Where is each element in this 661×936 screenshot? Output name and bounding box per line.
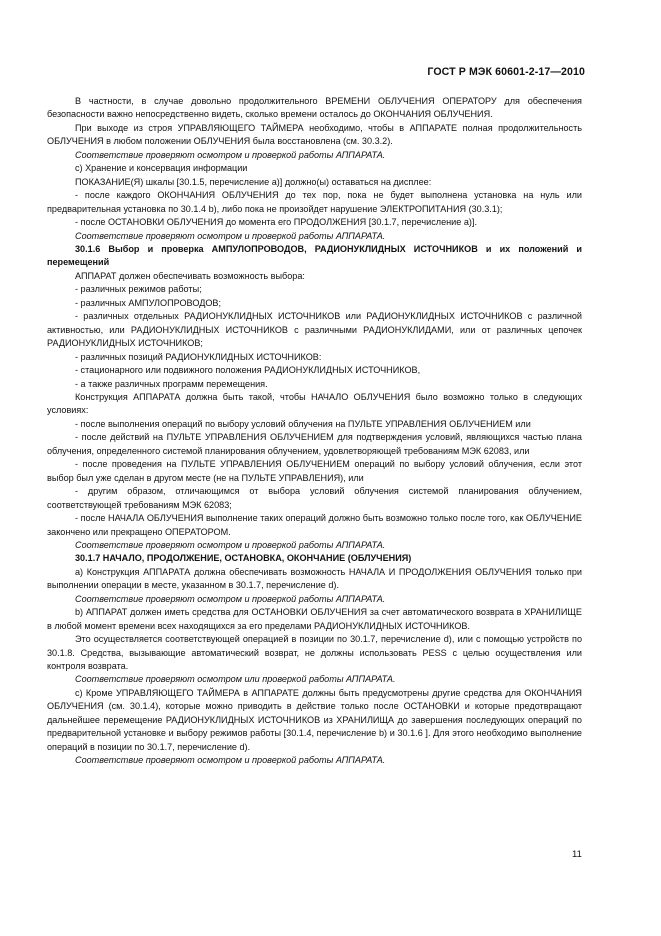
list-item: - различных АМПУЛОПРОВОДОВ; <box>75 297 222 308</box>
list-item: - после действий на ПУЛЬТЕ УПРАВЛЕНИЯ ОБЛУЧЕНИЕМ для подтверждения условий, являющихся частью плана облучения, определенного системой планирования облучением, удовлетворяющей требованиям МЭК 62083, или <box>47 432 582 456</box>
list-item: - после НАЧАЛА ОБЛУЧЕНИЯ выполнение таких операций должно быть возможно только после того, как ОБЛУЧЕНИЕ закончено или прекращено ОПЕРАТОРОМ. <box>47 513 582 537</box>
compliance-note: Соответствие проверяют осмотром и проверкой работы АППАРАТА. <box>75 149 386 160</box>
standard-header: ГОСТ Р МЭК 60601-2-17—2010 <box>427 66 585 78</box>
paragraph: При выходе из строя УПРАВЛЯЮЩЕГО ТАЙМЕРА необходимо, чтобы в АППАРАТЕ полная продолжительность ОБЛУЧЕНИЯ в любом положении ОБЛУЧЕНИЯ была восстановлена (см. 30.3.2). <box>47 122 582 147</box>
compliance-note: Соответствие проверяют осмотром и проверкой работы АППАРАТА. <box>75 755 386 766</box>
paragraph: Это осуществляется соответствующей операцией в позиции по 30.1.7, перечисление d), или с помощью устройств по 30.1.8. Средства, вызывающие автоматический возврат, не должны использовать PESS с целью осуществления или контроля возврата. <box>47 634 582 672</box>
paragraph: Конструкция АППАРАТА должна быть такой, чтобы НАЧАЛО ОБЛУЧЕНИЯ было возможно только в следующих условиях: <box>47 391 582 416</box>
paragraph: В частности, в случае довольно продолжительного ВРЕМЕНИ ОБЛУЧЕНИЯ ОПЕРАТОРУ для обеспечения безопасности важно непосредственно видеть, сколько времени осталось до ОКОНЧАНИЯ ОБЛУЧЕНИЯ. <box>47 96 582 120</box>
paragraph: ПОКАЗАНИЕ(Я) шкалы [30.1.5, перечисление a)] должно(ы) оставаться на дисплее: <box>75 176 432 187</box>
document-body <box>47 95 582 768</box>
paragraph: АППАРАТ должен обеспечивать возможность выбора: <box>75 270 305 281</box>
compliance-note: Соответствие проверяют осмотром или проверкой работы АППАРАТА. <box>75 674 396 685</box>
compliance-note: Соответствие проверяют осмотром и проверкой работы АППАРАТА. <box>75 539 386 550</box>
paragraph: b) АППАРАТ должен иметь средства для ОСТАНОВКИ ОБЛУЧЕНИЯ за счет автоматического возврата в ХРАНИЛИЩЕ в любой момент времени всех находящихся за его пределами РАДИОНУКЛИДНЫХ ИСТОЧНИКОВ. <box>47 607 582 631</box>
paragraph: c) Кроме УПРАВЛЯЮЩЕГО ТАЙМЕРА в АППАРАТЕ должны быть предусмотрены другие средства для ОКОНЧАНИЯ ОБЛУЧЕНИЯ (см. 30.1.4), которые можно приводить в действие только после ОСТАНОВКИ и которые предотвращают дальнейшее перемещение РАДИОНУКЛИДНЫХ ИСТОЧНИКОВ из ХРАНИЛИЩА до завершения последующих операций по предварительной установке и выбору режимов работы [30.1.4, перечисление b) и 30.1.6 ]. Для этого необходимо выполнение операций в позиции по 30.1.7, перечисление d). <box>47 687 582 752</box>
list-item: - различных отдельных РАДИОНУКЛИДНЫХ ИСТОЧНИКОВ или РАДИОНУКЛИДНЫХ ИСТОЧНИКОВ с различной активностью, или РАДИОНУКЛИДНЫХ ИСТОЧНИКОВ с различными РАДИОНУКЛИДАМИ, или от различных цепочек РАДИОНУКЛИДНЫХ ИСТОЧНИКОВ; <box>47 311 582 349</box>
list-item: - после ОСТАНОВКИ ОБЛУЧЕНИЯ до момента его ПРОДОЛЖЕНИЯ [30.1.7, перечисление a)]. <box>75 217 477 228</box>
list-item: - а также различных программ перемещения. <box>75 378 268 389</box>
paragraph: a) Конструкция АППАРАТА должна обеспечивать возможность НАЧАЛА И ПРОДОЛЖЕНИЯ ОБЛУЧЕНИЯ только при выполнении операции в месте, указанном в 30.1.7, перечисление d). <box>47 566 582 591</box>
list-item: - различных позиций РАДИОНУКЛИДНЫХ ИСТОЧНИКОВ: <box>75 351 322 362</box>
compliance-note: Соответствие проверяют осмотром и проверкой работы АППАРАТА. <box>75 230 386 241</box>
list-item: - после выполнения операций по выбору условий облучения на ПУЛЬТЕ УПРАВЛЕНИЯ ОБЛУЧЕНИЕМ или <box>75 418 531 429</box>
page-number: 11 <box>572 849 582 860</box>
section-heading: 30.1.7 НАЧАЛО, ПРОДОЛЖЕНИЕ, ОСТАНОВКА, ОКОНЧАНИЕ (ОБЛУЧЕНИЯ) <box>75 553 412 564</box>
list-item: - различных режимов работы; <box>75 284 202 295</box>
paragraph: c) Хранение и консервация информации <box>75 163 248 174</box>
list-item: - после проведения на ПУЛЬТЕ УПРАВЛЕНИЯ ОБЛУЧЕНИЕМ операций по выбору условий облучения, если этот выбор был уже сделан в другом месте (не на ПУЛЬТЕ УПРАВЛЕНИЯ), или <box>47 459 582 483</box>
list-item: - другим образом, отличающимся от выбора условий облучения системой планирования облучением, соответствующей требованиям МЭК 62083; <box>47 486 582 510</box>
list-item: - после каждого ОКОНЧАНИЯ ОБЛУЧЕНИЯ до тех пор, пока не будет выполнена установка на нуль или предварительная установка по 30.1.4 b), либо пока не произойдет нарушение ЭЛЕКТРОПИТАНИЯ (30.3.1); <box>47 190 582 214</box>
compliance-note: Соответствие проверяют осмотром и проверкой работы АППАРАТА. <box>75 593 386 604</box>
section-heading: 30.1.6 Выбор и проверка АМПУЛОПРОВОДОВ, РАДИОНУКЛИДНЫХ ИСТОЧНИКОВ и их положений и перемещений <box>47 243 582 268</box>
list-item: - стационарного или подвижного положения РАДИОНУКЛИДНЫХ ИСТОЧНИКОВ, <box>75 365 421 376</box>
